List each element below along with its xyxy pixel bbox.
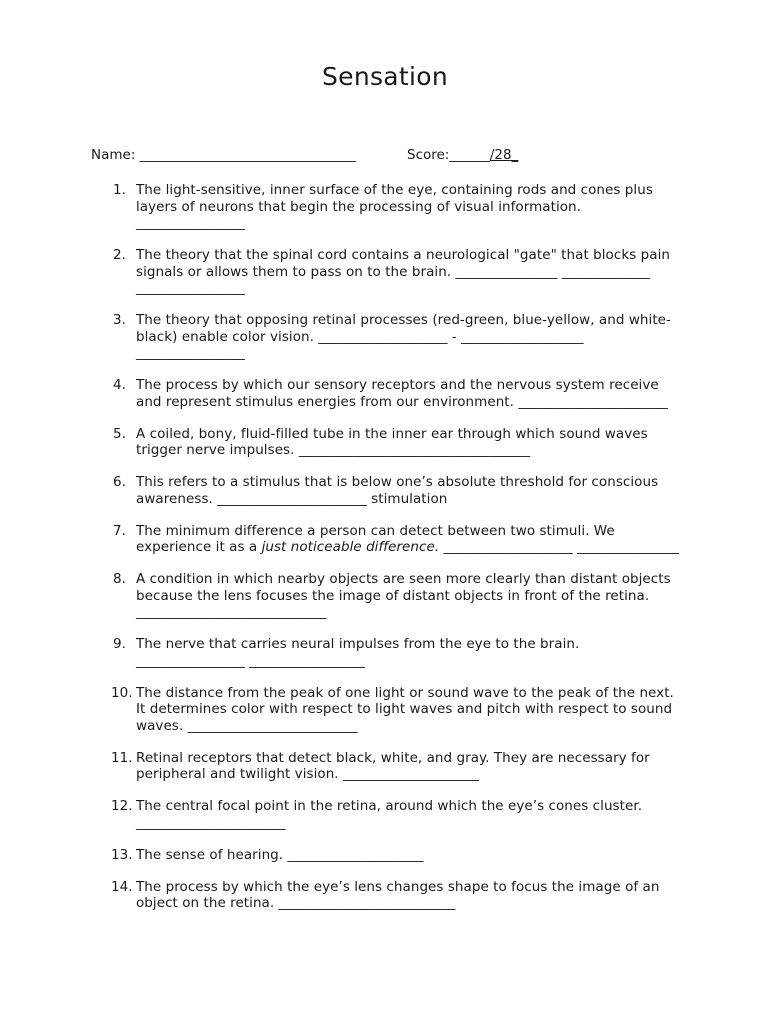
question-item <box>113 636 683 669</box>
question-text: A coiled, bony, fluid-filled tube in the inner ear through which sound waves trigger nerve impulses. __________________________________ <box>136 425 648 458</box>
score-field[interactable] <box>407 147 518 164</box>
question-number: 12. <box>111 798 133 814</box>
question-item <box>113 377 683 410</box>
question-text: A condition in which nearby objects are seen more clearly than distant objects because the lens focuses the image of distant objects in front of the retina. ____________________________ <box>136 571 671 620</box>
question-item <box>113 426 683 459</box>
question-item <box>113 571 683 621</box>
question-text: The light-sensitive, inner surface of the eye, containing rods and cones plus layers of neurons that begin the processing of visual information. ________________ <box>136 182 653 231</box>
question-text: The process by which our sensory receptors and the nervous system receive and represent stimulus energies from our environment. ______________________ <box>136 377 668 410</box>
question-item <box>113 182 683 232</box>
score-label: Score:______ <box>407 147 490 163</box>
question-text-part: ___________________ _______________ <box>439 539 680 555</box>
question-number: 1. <box>113 182 126 198</box>
question-number: 13. <box>111 846 133 863</box>
question-item <box>113 750 683 783</box>
question-text: The central focal point in the retina, around which the eye’s cones cluster. ______________________ <box>136 798 643 831</box>
question-number: 9. <box>113 636 126 652</box>
question-number: 3. <box>113 312 126 328</box>
question-item <box>113 523 683 556</box>
page-title: Sensation <box>321 62 449 91</box>
question-number: 2. <box>113 247 126 263</box>
question-italic-term: just noticeable difference. <box>261 539 440 555</box>
question-text: The process by which the eye’s lens changes shape to focus the image of an object on the retina. __________________________ <box>136 878 660 911</box>
question-list <box>113 182 683 927</box>
question-number: 14. <box>111 878 133 895</box>
question-number: 6. <box>113 474 126 490</box>
question-item <box>113 847 683 864</box>
question-number: 8. <box>113 571 126 587</box>
question-text: The sense of hearing. ____________________ <box>136 846 424 863</box>
question-item <box>113 798 683 831</box>
question-number: 10. <box>111 684 133 701</box>
question-text: The theory that the spinal cord contains a neurological "gate" that blocks pain signals or allows them to pass on to the brain. _______________ _____________ ________________ <box>136 247 670 296</box>
name-field-label[interactable]: Name: ________________________________ <box>91 147 356 163</box>
question-text: Retinal receptors that detect black, white, and gray. They are necessary for peripheral and twilight vision. ____________________ <box>136 749 650 782</box>
question-item <box>113 879 683 912</box>
question-text: The nerve that carries neural impulses from the eye to the brain. ________________ _________________ <box>136 636 580 669</box>
question-item <box>113 685 683 735</box>
question-text <box>136 523 683 556</box>
question-item <box>113 474 683 507</box>
question-number: 11. <box>111 749 133 766</box>
question-item <box>113 312 683 362</box>
question-text: The distance from the peak of one light or sound wave to the peak of the next. It determines color with respect to light waves and pitch with respect to sound waves. _________________________ <box>136 684 674 734</box>
question-item <box>113 247 683 297</box>
question-number: 7. <box>113 522 126 539</box>
question-text: The theory that opposing retinal processes (red-green, blue-yellow, and white-black) enable color vision. ___________________ - __________________ ________________ <box>136 312 671 361</box>
question-number: 4. <box>113 377 126 393</box>
question-text-part: The minimum difference a person can detect between two stimuli. We experience it as a <box>136 522 615 555</box>
score-total: /28_ <box>489 147 519 163</box>
question-text: This refers to a stimulus that is below one’s absolute threshold for conscious awareness. ______________________ stimulation <box>136 474 659 507</box>
question-number: 5. <box>113 425 126 442</box>
